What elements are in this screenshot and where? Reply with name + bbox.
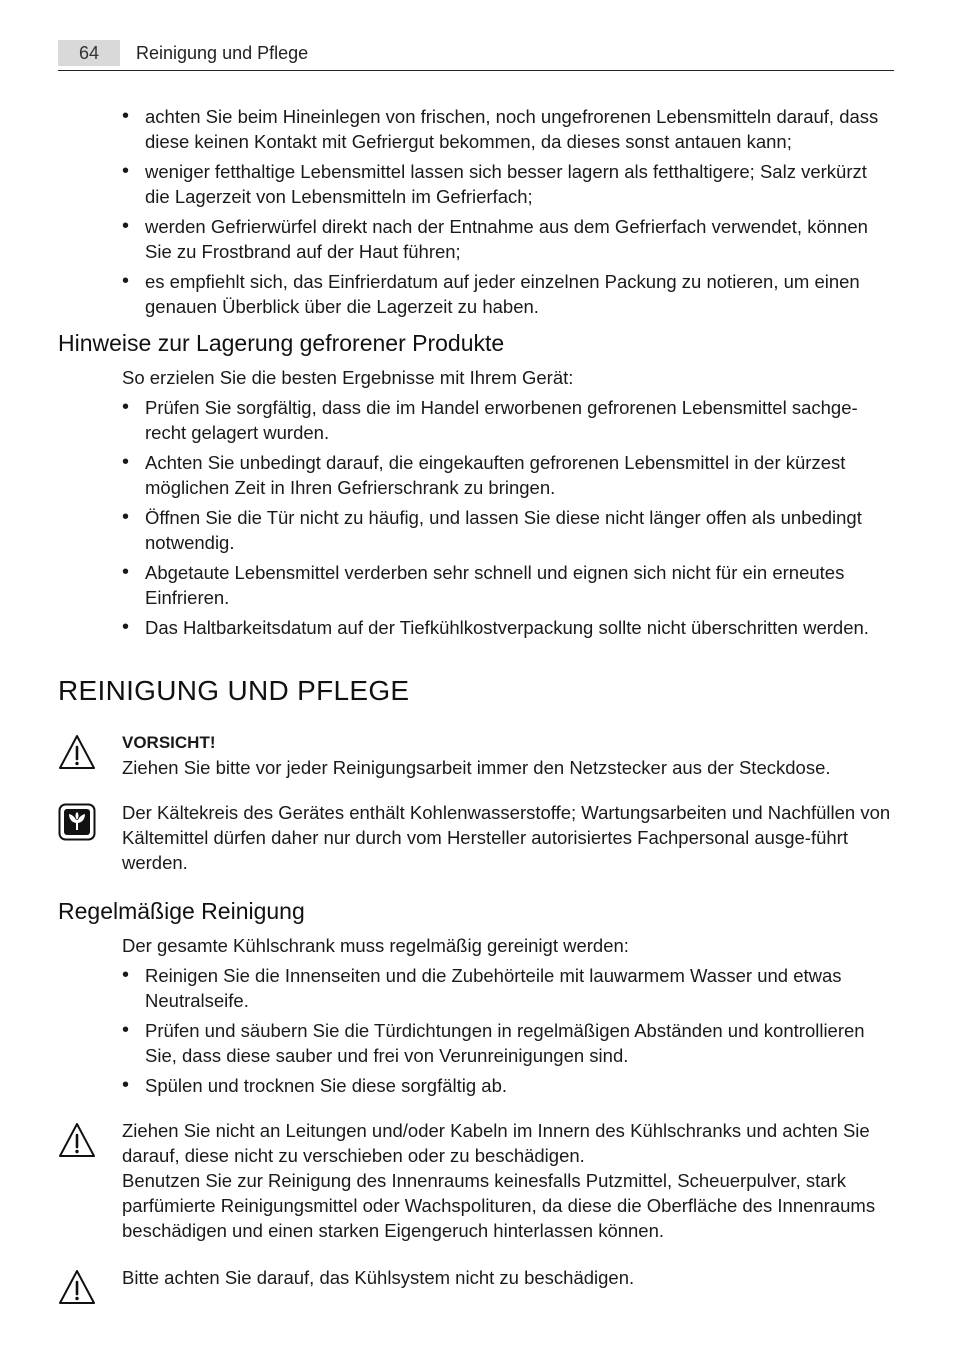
list-item: • Öffnen Sie die Tür nicht zu häufig, und lassen Sie diese nicht länger offen als unbedingt notwendig. (58, 505, 894, 555)
environment-flower-icon (58, 803, 96, 841)
list-item: • Achten Sie unbedingt darauf, die eingekauften gefrorenen Lebensmittel in der kürzest möglichen Zeit in Ihren Gefrierschrank zu bringen. (58, 450, 894, 500)
cooling-warning-text: Bitte achten Sie darauf, das Kühlsystem nicht zu beschädigen. (122, 1267, 635, 1288)
page-content (58, 104, 894, 1308)
header-title: Reinigung und Pflege (136, 43, 309, 63)
caution-text: Ziehen Sie bitte vor jeder Reinigungsarbeit immer den Netzstecker aus der Steckdose. (122, 757, 831, 778)
list-item: • Reinigen Sie die Innenseiten und die Zubehörteile mit lauwarmem Wasser und etwas Neutralseife. (58, 963, 894, 1013)
cleaning-intro: Der gesamte Kühlschrank muss regelmäßig gereinigt werden: (122, 935, 629, 956)
cleaning-agents-warning-text: Benutzen Sie zur Reinigung des Innenraums keinesfalls Putzmittel, Scheuerpulver, stark parfümierte Reinigungsmittel oder Wachspolituren, da diese die Oberfläche des Innenraums beschädigen und einen starken Eigengeruch hinterlassen können. (122, 1170, 876, 1241)
list-item: • es empfiehlt sich, das Einfrierdatum auf jeder einzelnen Packung zu notieren, um einen genauen Überblick über die Lagerzeit zu haben. (58, 269, 894, 319)
storage-heading: Hinweise zur Lagerung gefrorener Produkte (58, 330, 505, 356)
eco-note (58, 800, 894, 875)
list-item: • Spülen und trocknen Sie diese sorgfältig ab. (58, 1073, 894, 1098)
section-title: REINIGUNG UND PFLEGE (58, 675, 410, 706)
warning-triangle-icon (58, 1268, 96, 1306)
cleaning-heading: Regelmäßige Reinigung (58, 898, 305, 924)
freezing-tips-list (58, 104, 894, 319)
list-item: • weniger fetthaltige Lebensmittel lassen sich besser lagern als fetthaltigere; Salz verkürzt die Lagerzeit von Lebensmitteln im Gefrierfach; (58, 159, 894, 209)
cleaning-list (58, 963, 894, 1098)
eco-text: Der Kältekreis des Gerätes enthält Kohlenwasserstoffe; Wartungsarbeiten und Nachfüllen von Kältemittel dürfen daher nur durch vom Hersteller autorisiertes Fachpersonal ausge-führt werden. (122, 802, 891, 873)
caution-label: VORSICHT! (122, 733, 216, 752)
caution-note (58, 730, 894, 780)
list-item: • Prüfen und säubern Sie die Türdichtungen in regelmäßigen Abständen und kontrollieren Sie, dass diese sauber und frei von Verunreinigungen sind. (58, 1018, 894, 1068)
warning-triangle-icon (58, 733, 96, 771)
cables-warning-text: Ziehen Sie nicht an Leitungen und/oder Kabeln im Innern des Kühlschranks und achten Sie darauf, diese nicht zu verschieben oder zu beschädigen. (122, 1120, 870, 1166)
list-item: • Abgetaute Lebensmittel verderben sehr schnell und eignen sich nicht für ein erneutes Einfrieren. (58, 560, 894, 610)
list-item: • achten Sie beim Hineinlegen von frischen, noch ungefrorenen Lebensmitteln darauf, dass diese keinen Kontakt mit Gefriergut bekommen, da dieses sonst antauen kann; (58, 104, 894, 154)
list-item: • werden Gefrierwürfel direkt nach der Entnahme aus dem Gefrierfach verwendet, können Sie zu Frostbrand auf der Haut führen; (58, 214, 894, 264)
page-number: 64 (58, 40, 120, 66)
cables-warning-note (58, 1118, 894, 1243)
list-item: • Prüfen Sie sorgfältig, dass die im Handel erworbenen gefrorenen Lebensmittel sachge-recht gelagert wurden. (58, 395, 894, 445)
cooling-warning-note (58, 1265, 894, 1290)
warning-triangle-icon (58, 1121, 96, 1159)
list-item: • Das Haltbarkeitsdatum auf der Tiefkühlkostverpackung sollte nicht überschritten werden. (58, 615, 894, 640)
storage-intro: So erzielen Sie die besten Ergebnisse mit Ihrem Gerät: (122, 367, 574, 388)
storage-list (58, 395, 894, 640)
page-header (58, 40, 894, 71)
